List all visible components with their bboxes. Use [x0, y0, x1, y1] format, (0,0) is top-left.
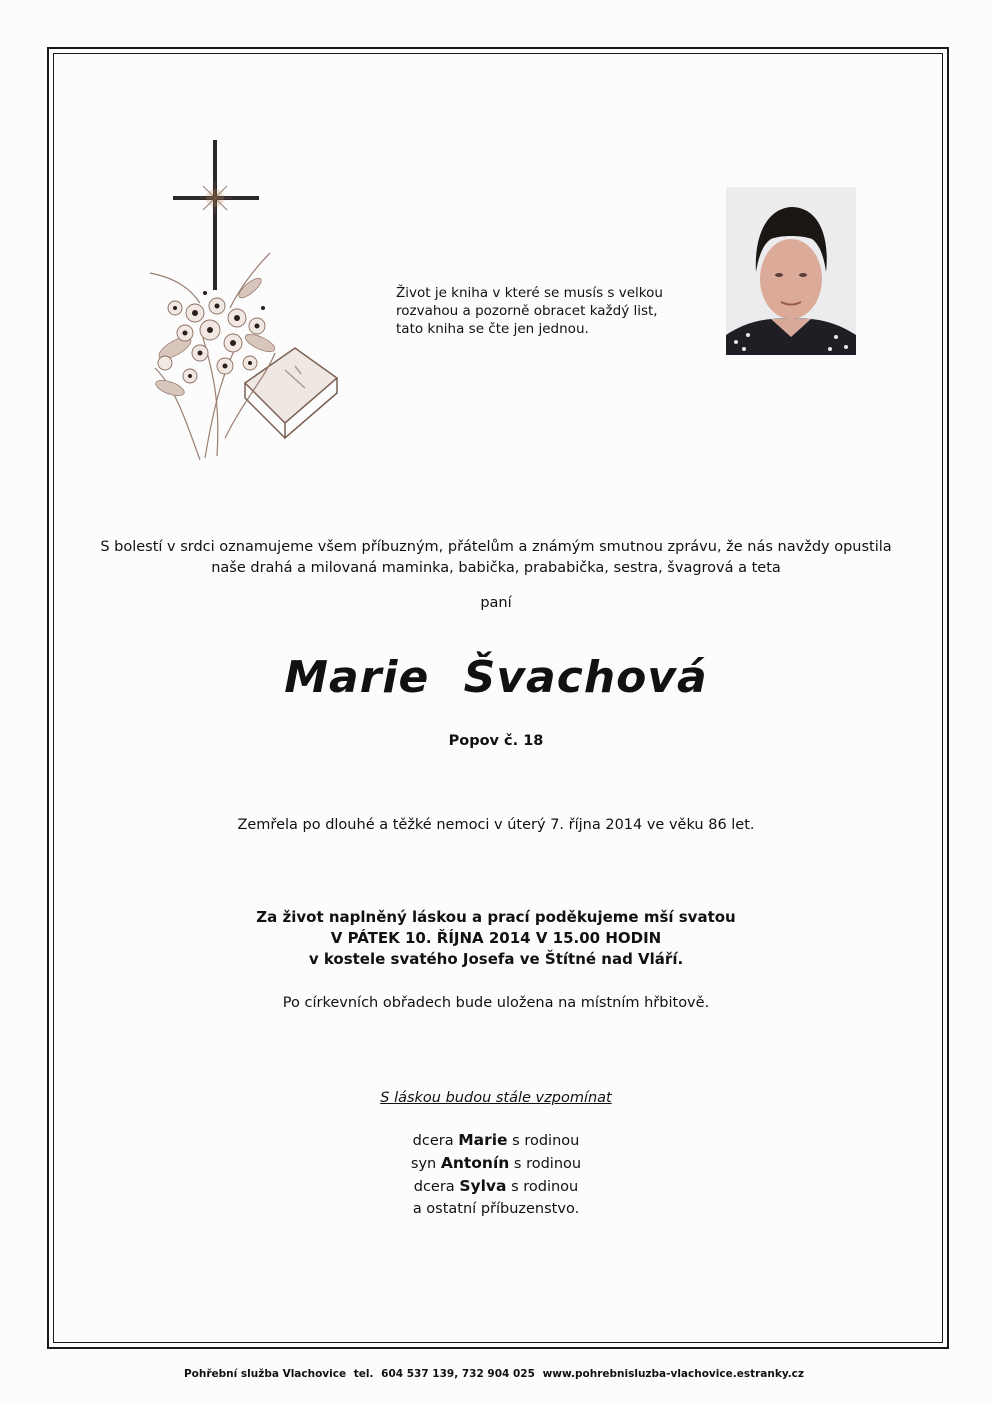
funeral-date: V PÁTEK 10. ŘÍJNA 2014 V 15.00 HODIN: [330, 929, 662, 947]
cross-flowers-book-icon: [145, 138, 340, 463]
mourner-relation: dcera: [412, 1133, 454, 1149]
mourner-relation: syn: [410, 1156, 437, 1172]
title-word: paní: [480, 595, 512, 611]
mourner-suffix: s rodinou: [511, 1179, 579, 1195]
announcement-line: S bolestí v srdci oznamujeme všem příbuzným, přátelům a známým smutnou zprávu, že nás navždy opustila: [100, 539, 892, 555]
motto-line: tato kniha se čte jen jednou.: [396, 321, 589, 337]
announcement-text: [60, 537, 932, 579]
funeral-service-footer: [0, 1368, 992, 1380]
mourner-name: Sylva: [459, 1177, 507, 1195]
mourners-closing: a ostatní příbuzenstvo.: [412, 1201, 580, 1217]
deceased-first-name: Marie: [284, 652, 430, 703]
motto-line: Život je kniha v které se musís s velkou: [396, 285, 663, 301]
mourner-item: [60, 1129, 932, 1152]
announcement-line: naše drahá a milovaná maminka, babička, prababička, sestra, švagrová a teta: [211, 560, 781, 576]
mourner-item: [60, 1152, 932, 1175]
footer-phone-label: tel.: [353, 1368, 374, 1380]
mourner-relation: dcera: [413, 1179, 455, 1195]
remember-heading: S láskou budou stále vzpomínat: [380, 1090, 612, 1106]
mourner-name: Antonín: [440, 1154, 510, 1172]
deceased-name: [60, 652, 932, 703]
footer-website: www.pohrebnisluzba-vlachovice.estranky.cz: [542, 1368, 805, 1380]
motto-line: rozvahou a pozorně obracet každý list,: [396, 303, 658, 319]
motto-quote: [396, 284, 696, 338]
mourner-suffix: s rodinou: [513, 1156, 582, 1172]
funeral-details: [60, 907, 932, 970]
mourner-item: [60, 1175, 932, 1198]
mourner-suffix: s rodinou: [512, 1133, 580, 1149]
footer-phones: 604 537 139, 732 904 025: [381, 1368, 535, 1380]
deceased-last-name: Švachová: [463, 652, 708, 703]
funeral-location: v kostele svatého Josefa ve Štítné nad Vláří.: [308, 950, 684, 968]
burial-notice: Po církevních obřadech bude uložena na místním hřbitově.: [282, 995, 710, 1011]
footer-company: Pohřební služba Vlachovice: [183, 1368, 347, 1380]
mourner-name: Marie: [458, 1131, 508, 1149]
funeral-line: Za život naplněný láskou a prací poděkujeme mší svatou: [256, 908, 736, 926]
portrait-photo: [726, 187, 856, 355]
death-notice: Zemřela po dlouhé a těžké nemoci v úterý 7. října 2014 ve věku 86 let.: [237, 817, 755, 833]
deceased-address: Popov č. 18: [448, 733, 544, 749]
mourners-list: [60, 1129, 932, 1220]
